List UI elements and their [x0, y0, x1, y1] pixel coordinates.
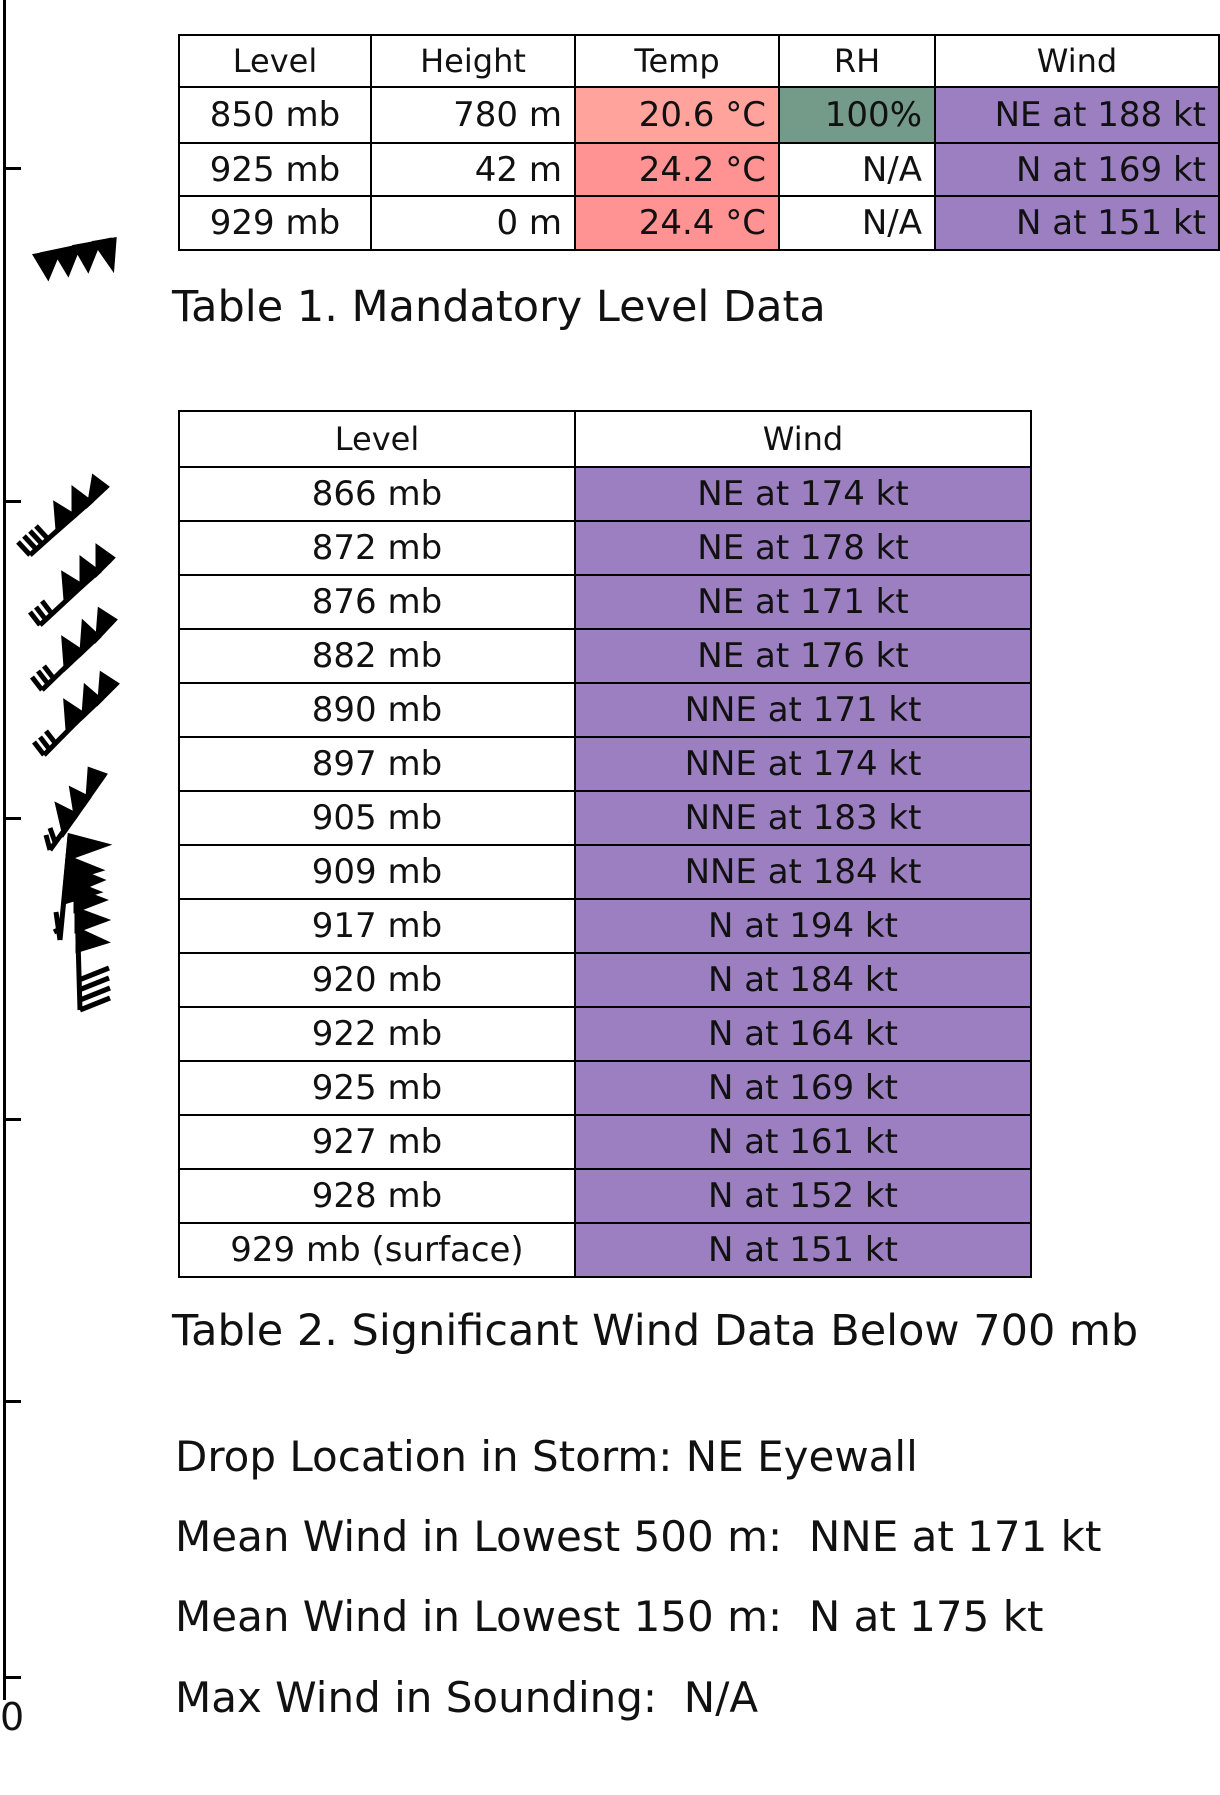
temp-cell: 20.6 °C [575, 87, 779, 143]
mean-wind-150m-text: Mean Wind in Lowest 150 m: N at 175 kt [175, 1592, 1044, 1641]
level-cell: 929 mb [179, 196, 371, 250]
rh-cell: N/A [779, 196, 935, 250]
wind-cell: NNE at 174 kt [575, 737, 1031, 791]
table-row [179, 467, 1031, 521]
level-cell: 928 mb [179, 1169, 575, 1223]
table-row [179, 521, 1031, 575]
level-cell: 905 mb [179, 791, 575, 845]
table-row [179, 1061, 1031, 1115]
temp-cell: 24.4 °C [575, 196, 779, 250]
header-temp: Temp [575, 35, 779, 87]
level-cell: 927 mb [179, 1115, 575, 1169]
table-row [179, 87, 1219, 143]
wind-cell: NNE at 183 kt [575, 791, 1031, 845]
level-cell: 925 mb [179, 1061, 575, 1115]
wind-barb-icon [36, 240, 114, 276]
level-cell: 929 mb (surface) [179, 1223, 575, 1277]
height-cell: 42 m [371, 143, 575, 196]
mandatory-level-table [178, 34, 1220, 251]
level-cell: 897 mb [179, 737, 575, 791]
table-row [179, 575, 1031, 629]
header-rh: RH [779, 35, 935, 87]
wind-cell: NNE at 184 kt [575, 845, 1031, 899]
wind-cell: NE at 176 kt [575, 629, 1031, 683]
level-cell: 909 mb [179, 845, 575, 899]
level-cell: 920 mb [179, 953, 575, 1007]
axis-tick [3, 1676, 21, 1679]
table-row [179, 791, 1031, 845]
table-row [179, 1115, 1031, 1169]
table1-caption: Table 1. Mandatory Level Data [172, 282, 826, 332]
max-wind-text: Max Wind in Sounding: N/A [175, 1673, 759, 1722]
table-row [179, 629, 1031, 683]
table-row [179, 143, 1219, 196]
wind-cell: N at 161 kt [575, 1115, 1031, 1169]
significant-wind-table [178, 410, 1032, 1278]
header-level: Level [179, 35, 371, 87]
table-row [179, 1223, 1031, 1277]
temp-cell: 24.2 °C [575, 143, 779, 196]
wind-cell: N at 151 kt [575, 1223, 1031, 1277]
drop-location-text: Drop Location in Storm: NE Eyewall [175, 1432, 918, 1481]
level-cell: 866 mb [179, 467, 575, 521]
wind-cell: NE at 188 kt [935, 87, 1219, 143]
level-cell: 882 mb [179, 629, 575, 683]
table-row [179, 953, 1031, 1007]
mean-wind-500m-text: Mean Wind in Lowest 500 m: NNE at 171 kt [175, 1512, 1102, 1561]
table-header-row [179, 35, 1219, 87]
wind-cell: N at 194 kt [575, 899, 1031, 953]
rh-cell: 100% [779, 87, 935, 143]
header-level: Level [179, 411, 575, 467]
height-cell: 0 m [371, 196, 575, 250]
axis-tick [3, 1118, 21, 1121]
table-header-row [179, 411, 1031, 467]
table-row [179, 845, 1031, 899]
rh-cell: N/A [779, 143, 935, 196]
level-cell: 872 mb [179, 521, 575, 575]
wind-cell: NE at 178 kt [575, 521, 1031, 575]
level-cell: 917 mb [179, 899, 575, 953]
wind-cell: NE at 174 kt [575, 467, 1031, 521]
axis-tick [3, 1400, 21, 1403]
level-cell: 876 mb [179, 575, 575, 629]
level-cell: 890 mb [179, 683, 575, 737]
table-row [179, 737, 1031, 791]
level-cell: 850 mb [179, 87, 371, 143]
wind-cell: NE at 171 kt [575, 575, 1031, 629]
wind-cell: N at 169 kt [575, 1061, 1031, 1115]
table-row [179, 1169, 1031, 1223]
wind-cell: N at 184 kt [575, 953, 1031, 1007]
significant-wind-rows [179, 467, 1031, 1277]
header-height: Height [371, 35, 575, 87]
wind-cell: N at 151 kt [935, 196, 1219, 250]
wind-cell: N at 152 kt [575, 1169, 1031, 1223]
table-row [179, 196, 1219, 250]
axis-zero-label: 0 [0, 1695, 25, 1739]
level-cell: 925 mb [179, 143, 371, 196]
wind-cell: NNE at 171 kt [575, 683, 1031, 737]
table2-caption: Table 2. Significant Wind Data Below 700 mb [172, 1306, 1139, 1356]
table-row [179, 1007, 1031, 1061]
height-cell: 780 m [371, 87, 575, 143]
table-row [179, 899, 1031, 953]
table-row [179, 683, 1031, 737]
level-cell: 922 mb [179, 1007, 575, 1061]
wind-barb-column [0, 0, 130, 1020]
header-wind: Wind [935, 35, 1219, 87]
wind-cell: N at 169 kt [935, 143, 1219, 196]
header-wind: Wind [575, 411, 1031, 467]
wind-cell: N at 164 kt [575, 1007, 1031, 1061]
wind-barb-icon [18, 478, 106, 555]
